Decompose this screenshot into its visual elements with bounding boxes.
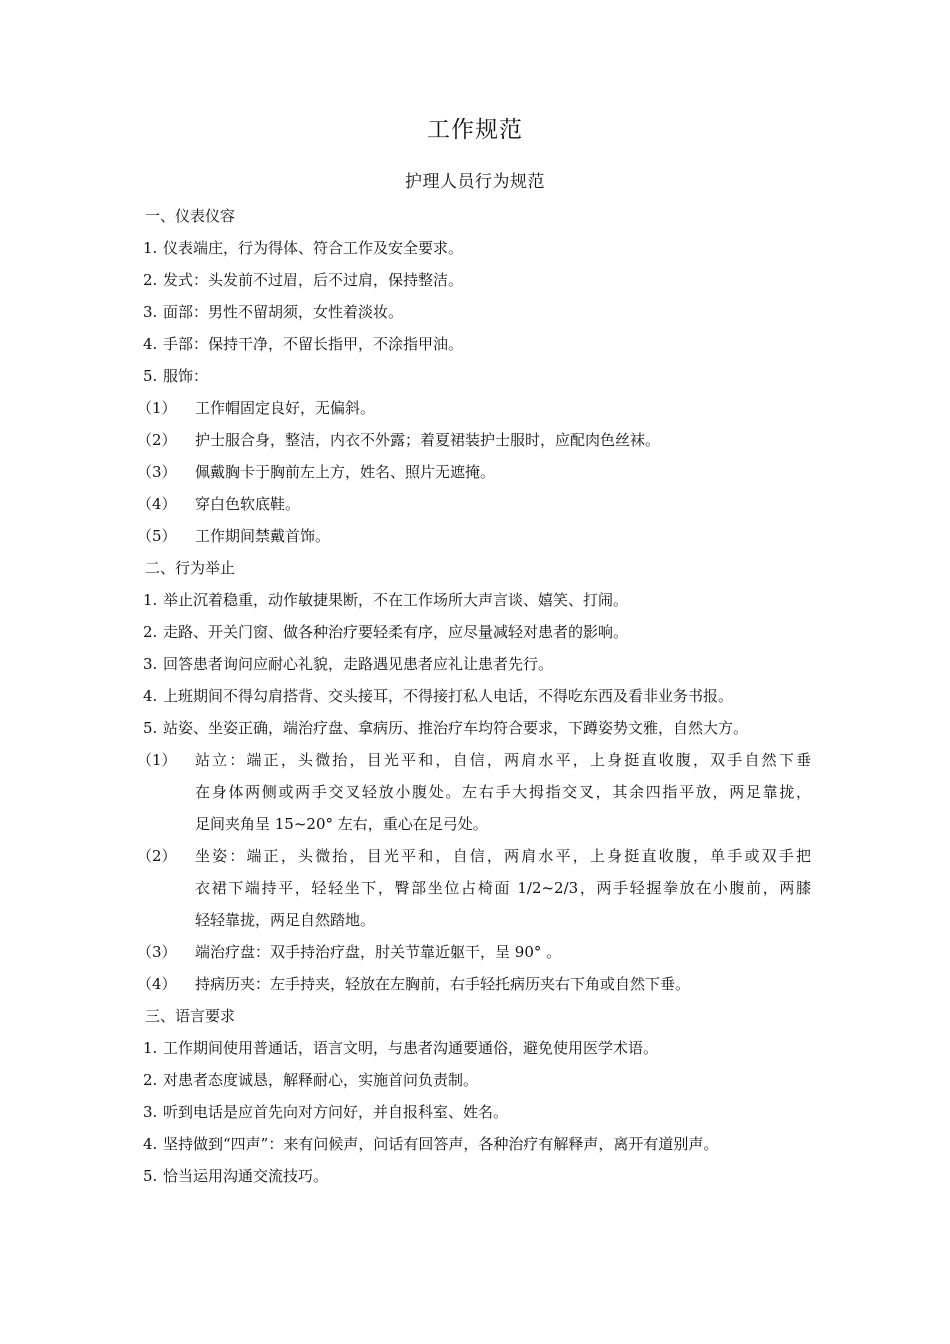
section-heading: 三、语言要求 [145,1007,236,1025]
item-number: 3. [143,655,158,673]
item-number: 3. [143,303,158,321]
sub-item-number: （3） [137,463,177,481]
sub-item-text: 足间夹角呈 15~20° 左右，重心在足弓处。 [195,815,488,833]
list-item [143,1160,811,1192]
list-item [143,712,811,744]
sub-item-text: 端治疗盘：双手持治疗盘，肘关节靠近躯干，呈 90° 。 [195,943,562,961]
item-number: 1. [143,591,158,609]
sub-item-text: 工作期间禁戴首饰。 [195,527,331,545]
item-text: 坚持做到“四声”：来有问候声，问话有回答声，各种治疗有解释声，离开有道别声。 [163,1135,719,1153]
section-heading: 二、行为举止 [145,559,236,577]
item-text: 听到电话是应首先向对方问好，并自报科室、姓名。 [163,1103,509,1121]
document-title: 工作规范 [427,117,523,143]
sub-item-text: 站立：端正，头微抬，目光平和，自信，两肩水平，上身挺直收腹，双手自然下垂 [195,751,811,769]
sub-item [137,744,811,840]
list-item [143,648,811,680]
list-item [143,232,811,264]
sub-item-text: 衣裙下端持平，轻轻坐下，臀部坐位占椅面 1/2~2/3，两手轻握拳放在小腹前，两膝 [195,879,811,897]
list-item [143,1032,811,1064]
item-number: 5. [143,719,158,737]
list-item [143,264,811,296]
item-text: 回答患者询问应耐心礼貌，走路遇见患者应礼让患者先行。 [163,655,554,673]
sub-item [137,456,811,488]
sub-item-number: （3） [137,943,177,961]
item-text: 工作期间使用普通话，语言文明，与患者沟通要通俗，避免使用医学术语。 [163,1039,659,1057]
sub-item [137,520,811,552]
item-text: 发式：头发前不过眉，后不过肩，保持整洁。 [163,271,464,289]
item-text: 仪表端庄，行为得体、符合工作及安全要求。 [163,239,464,257]
item-number: 2. [143,271,158,289]
sub-item [137,840,811,936]
item-text: 举止沉着稳重，动作敏捷果断，不在工作场所大声言谈、嬉笑、打闹。 [163,591,629,609]
list-item [143,616,811,648]
sub-item-text: 轻轻靠拢，两足自然踏地。 [195,911,376,929]
sub-item-number: （1） [137,751,177,769]
item-number: 5. [143,367,158,385]
sub-item-text: 佩戴胸卡于胸前左上方，姓名、照片无遮掩。 [195,463,496,481]
sub-item-text: 护士服合身，整洁，内衣不外露；着夏裙装护士服时，应配肉色丝袜。 [195,431,661,449]
item-text: 面部：男性不留胡须，女性着淡妆。 [163,303,404,321]
document-body [137,200,811,1192]
sub-item-number: （2） [137,431,177,449]
list-item [143,328,811,360]
item-text: 恰当运用沟通交流技巧。 [163,1167,329,1185]
document-subtitle: 护理人员行为规范 [405,172,545,192]
sub-item-number: （1） [137,399,177,417]
item-text: 走路、开关门窗、做各种治疗要轻柔有序，应尽量减轻对患者的影响。 [163,623,629,641]
list-item [143,584,811,616]
sub-item [137,392,811,424]
section-heading: 一、仪表仪容 [145,207,236,225]
item-number: 1. [143,1039,158,1057]
list-item [143,296,811,328]
sub-item [137,936,811,968]
item-number: 2. [143,623,158,641]
item-text: 站姿、坐姿正确，端治疗盘、拿病历、推治疗车均符合要求，下蹲姿势文雅，自然大方。 [163,719,749,737]
item-text: 对患者态度诚恳，解释耐心，实施首问负责制。 [163,1071,479,1089]
sub-item-text: 坐姿：端正，头微抬，目光平和，自信，两肩水平，上身挺直收腹，单手或双手把 [195,847,811,865]
sub-item-text: 穿白色软底鞋。 [195,495,301,513]
list-item [143,680,811,712]
sub-item [137,488,811,520]
list-item [143,1096,811,1128]
item-number: 4. [143,1135,158,1153]
item-number: 3. [143,1103,158,1121]
item-number: 1. [143,239,158,257]
sub-item-number: （5） [137,527,177,545]
item-text: 手部：保持干净，不留长指甲，不涂指甲油。 [163,335,464,353]
item-number: 5. [143,1167,158,1185]
list-item [143,360,811,392]
sub-item [137,968,811,1000]
item-text: 服饰： [163,367,209,385]
sub-item-number: （2） [137,847,177,865]
item-text: 上班期间不得勾肩搭背、交头接耳，不得接打私人电话，不得吃东西及看非业务书报。 [163,687,734,705]
sub-item-number: （4） [137,975,177,993]
item-number: 4. [143,335,158,353]
item-number: 2. [143,1071,158,1089]
sub-item-text: 持病历夹：左手持夹，轻放在左胸前，右手轻托病历夹右下角或自然下垂。 [195,975,691,993]
sub-item-text: 工作帽固定良好，无偏斜。 [195,399,376,417]
sub-item-number: （4） [137,495,177,513]
list-item [143,1064,811,1096]
sub-item-text: 在身体两侧或两手交叉轻放小腹处。左右手大拇指交叉，其余四指平放，两足靠拢， [195,783,811,801]
sub-item [137,424,811,456]
item-number: 4. [143,687,158,705]
list-item [143,1128,811,1160]
